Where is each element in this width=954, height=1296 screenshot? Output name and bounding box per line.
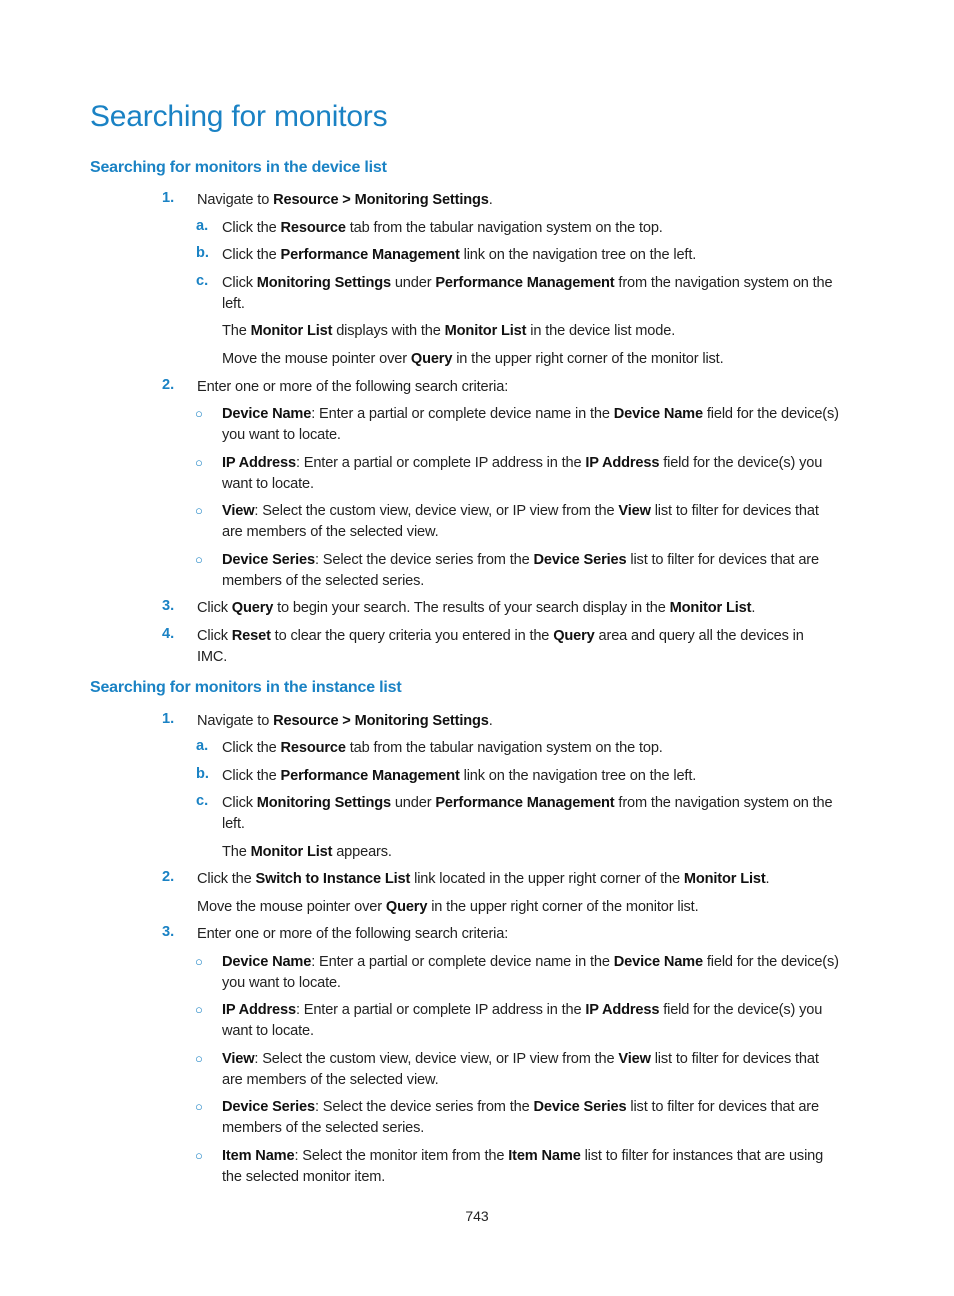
substep-letter: b.	[196, 245, 209, 261]
bullet-text: Device Series: Select the device series from the Device Series list to filter for devices that are	[222, 1099, 819, 1115]
substep-letter: a.	[196, 738, 209, 754]
section-heading-instance-list: Searching for monitors in the instance list	[90, 679, 402, 696]
bullet-icon: ○	[195, 503, 203, 518]
bullet-text: Device Series: Select the device series from the Device Series list to filter for devices that are	[222, 552, 819, 568]
step-text: Navigate to Resource > Monitoring Settings.	[197, 192, 493, 208]
step-number: 3.	[162, 598, 175, 614]
step-text: Click the Switch to Instance List link located in the upper right corner of the Monitor List.	[197, 871, 770, 887]
bullet-text-cont: you want to locate.	[222, 427, 341, 443]
bullet-text-cont: members of the selected series.	[222, 1120, 425, 1136]
step-number: 4.	[162, 626, 175, 642]
substep-text: Click the Resource tab from the tabular navigation system on the top.	[222, 740, 663, 756]
bullet-icon: ○	[195, 1002, 203, 1017]
bullet-icon: ○	[195, 455, 203, 470]
note-paragraph: The Monitor List displays with the Monitor List in the device list mode.	[222, 323, 676, 339]
step-number: 3.	[162, 924, 175, 940]
step-number: 1.	[162, 190, 175, 206]
step-text: Enter one or more of the following search criteria:	[197, 926, 509, 942]
substep-letter: c.	[196, 273, 209, 289]
substep-letter: b.	[196, 766, 209, 782]
substep-text-cont: left.	[222, 296, 245, 312]
page-number: 743	[465, 1208, 489, 1224]
step-text: Enter one or more of the following search criteria:	[197, 379, 509, 395]
substep-text-cont: left.	[222, 816, 245, 832]
bullet-text-cont: the selected monitor item.	[222, 1169, 386, 1185]
bullet-icon: ○	[195, 552, 203, 567]
bullet-text: Device Name: Enter a partial or complete device name in the Device Name field for the device(s)	[222, 406, 839, 422]
bullet-icon: ○	[195, 1148, 203, 1163]
substep-text: Click the Performance Management link on the navigation tree on the left.	[222, 768, 697, 784]
substep-text: Click the Resource tab from the tabular navigation system on the top.	[222, 220, 663, 236]
bullet-text: Device Name: Enter a partial or complete device name in the Device Name field for the device(s)	[222, 954, 839, 970]
bullet-icon: ○	[195, 954, 203, 969]
bullet-text: IP Address: Enter a partial or complete IP address in the IP Address field for the device(s) you	[222, 1002, 823, 1018]
step-text: Click Reset to clear the query criteria you entered in the Query area and query all the devices in	[197, 628, 804, 644]
step-text: Navigate to Resource > Monitoring Settings.	[197, 713, 493, 729]
bullet-text-cont: want to locate.	[222, 476, 314, 492]
step-number: 2.	[162, 869, 175, 885]
bullet-text: View: Select the custom view, device view, or IP view from the View list to filter for devices that	[222, 1051, 819, 1067]
step-text: Click Query to begin your search. The results of your search display in the Monitor List.	[197, 600, 756, 616]
substep-letter: a.	[196, 218, 209, 234]
bullet-text-cont: are members of the selected view.	[222, 524, 439, 540]
note-paragraph: Move the mouse pointer over Query in the upper right corner of the monitor list.	[222, 351, 724, 367]
bullet-icon: ○	[195, 1051, 203, 1066]
bullet-text: Item Name: Select the monitor item from the Item Name list to filter for instances that are using	[222, 1148, 824, 1164]
substep-text: Click the Performance Management link on the navigation tree on the left.	[222, 247, 697, 263]
substep-text: Click Monitoring Settings under Performance Management from the navigation system on the	[222, 795, 833, 811]
bullet-text-cont: you want to locate.	[222, 975, 341, 991]
bullet-icon: ○	[195, 406, 203, 421]
bullet-text-cont: are members of the selected view.	[222, 1072, 439, 1088]
substep-text: Click Monitoring Settings under Performance Management from the navigation system on the	[222, 275, 833, 291]
page-title: Searching for monitors	[90, 100, 388, 133]
note-paragraph: Move the mouse pointer over Query in the upper right corner of the monitor list.	[197, 899, 699, 915]
bullet-icon: ○	[195, 1099, 203, 1114]
step-text-cont: IMC.	[197, 649, 228, 665]
bullet-text-cont: members of the selected series.	[222, 573, 425, 589]
bullet-text-cont: want to locate.	[222, 1023, 314, 1039]
substep-letter: c.	[196, 793, 209, 809]
bullet-text: View: Select the custom view, device view, or IP view from the View list to filter for devices that	[222, 503, 819, 519]
section-heading-device-list: Searching for monitors in the device list	[90, 159, 387, 176]
bullet-text: IP Address: Enter a partial or complete IP address in the IP Address field for the device(s) you	[222, 455, 823, 471]
step-number: 2.	[162, 377, 175, 393]
note-paragraph: The Monitor List appears.	[222, 844, 392, 860]
step-number: 1.	[162, 711, 175, 727]
